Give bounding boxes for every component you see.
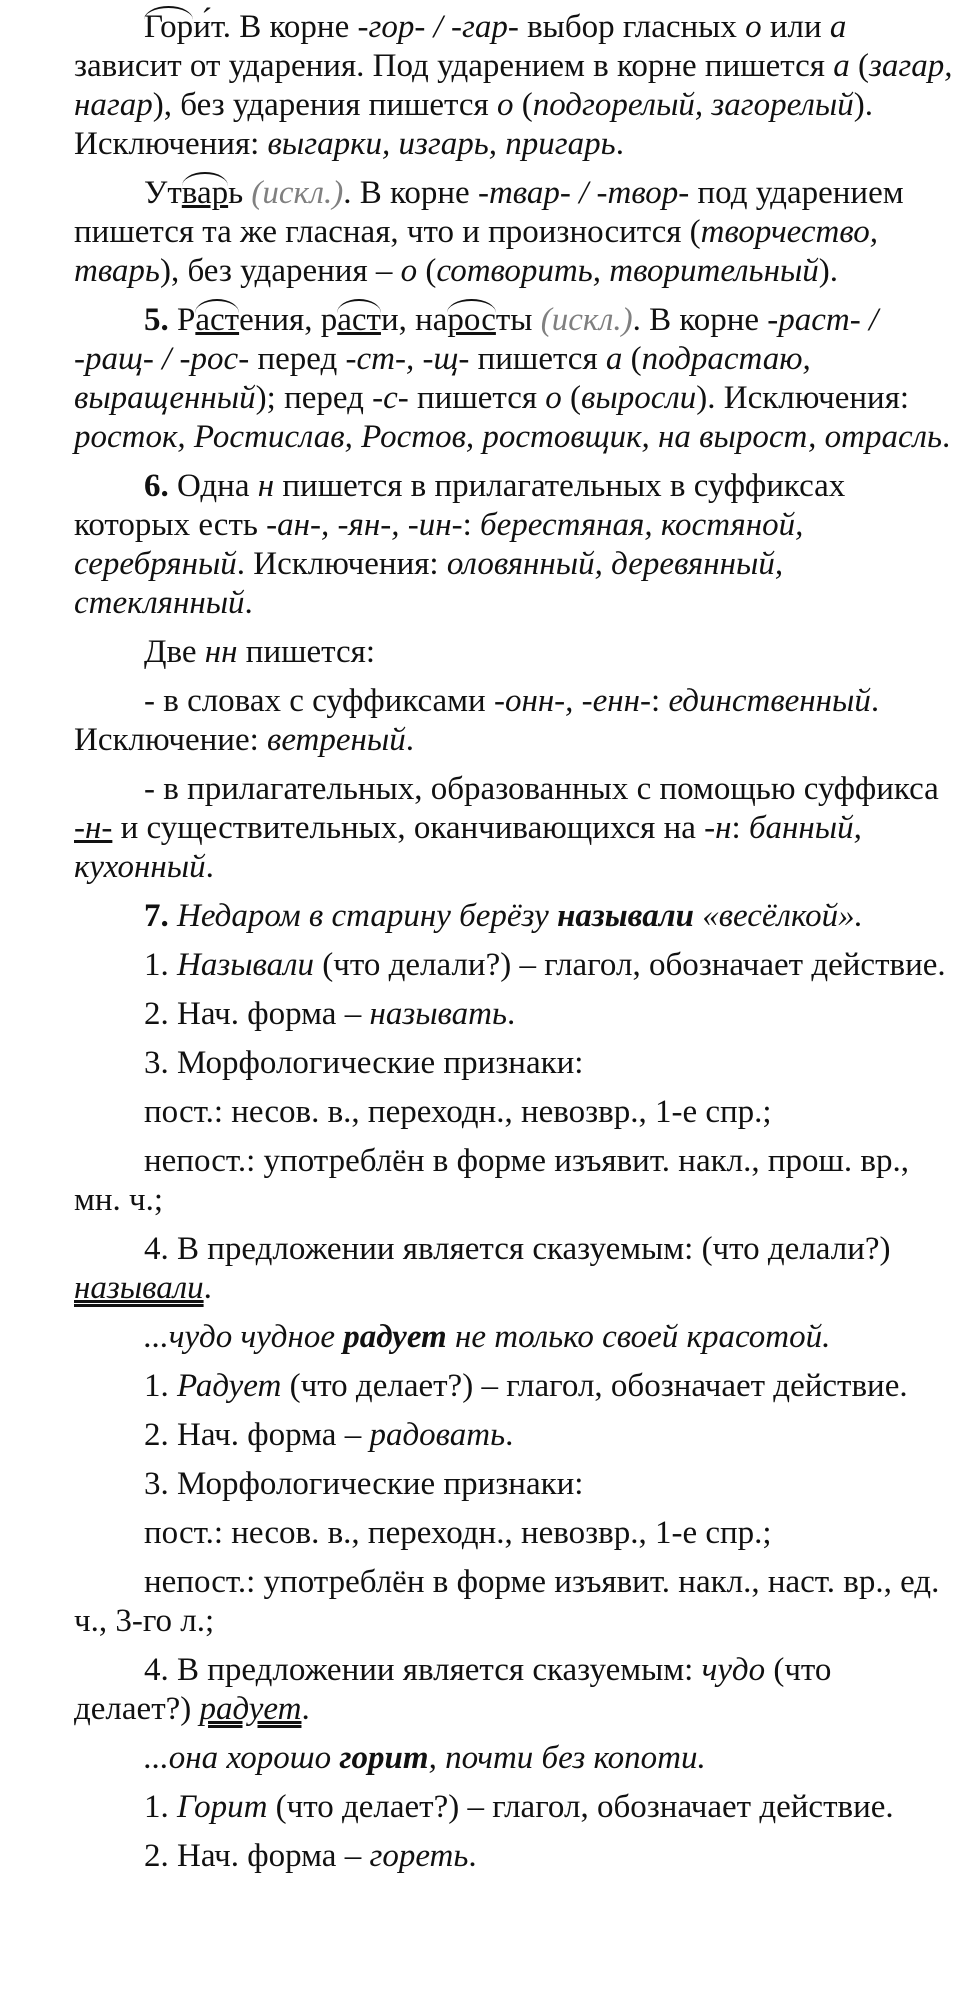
text: пишется: [408, 380, 546, 416]
subject: чудо: [701, 1652, 766, 1688]
item-number: 7.: [144, 898, 169, 934]
text: пост.: несов. в., переходн., невозвр., 1-е спр.;: [144, 1094, 772, 1130]
text: 3. Морфологические признаки:: [144, 1466, 584, 1502]
text: :: [731, 810, 749, 846]
example-words: берестяная, костяной, серебряный: [74, 507, 804, 582]
root-arc: аст: [337, 299, 381, 338]
predicate: радует: [199, 1691, 302, 1727]
text: - в словах с суффиксами: [144, 683, 494, 719]
exception-note: (искл.): [540, 302, 633, 338]
text: (что делали?) – глагол, обозначает действие.: [314, 947, 946, 983]
text: перед: [249, 341, 346, 377]
text: .: [244, 585, 253, 621]
text: ), без ударения пишется: [152, 87, 497, 123]
text: 1.: [144, 947, 177, 983]
text: . В корне: [343, 175, 478, 211]
key-verb: радует: [343, 1319, 447, 1355]
paragraph-utvar: [74, 174, 954, 291]
text: ). Исключения:: [696, 380, 910, 416]
text: .: [405, 722, 415, 758]
example-words: единственный: [668, 683, 871, 719]
letter: о: [545, 380, 562, 416]
letter: н: [257, 468, 275, 504]
exception-words: росток, Ростислав, Ростов, ростовщик, на вырост, отрасль: [74, 419, 943, 455]
morpheme: -гор- / -гар-: [357, 9, 519, 45]
verb: Горит: [177, 1789, 268, 1825]
text: под ударением пишется та же гласная, что и произносится (: [74, 175, 904, 250]
text: - в прилагательных, образованных с помощью суффикса: [144, 771, 939, 807]
sentence-text: , почти без копоти.: [428, 1740, 706, 1776]
text: .: [942, 419, 951, 455]
text: 1.: [144, 1789, 177, 1825]
example-words: творчество, тварь: [74, 214, 879, 289]
text: ).: [818, 253, 839, 289]
analysis-3-step-2: [74, 1837, 954, 1876]
letter: о: [745, 9, 762, 45]
exception-words: ветреный: [267, 722, 406, 758]
morpheme: -н-: [74, 810, 113, 846]
text: ь: [228, 175, 244, 211]
text: (что делает?) – глагол, обозначает действие.: [281, 1368, 908, 1404]
analysis-1-step-1: [74, 946, 954, 985]
morpheme: -н: [704, 810, 732, 846]
text: и, на: [380, 302, 448, 338]
letter: нн: [204, 634, 238, 670]
root-arc: Гор: [144, 6, 193, 45]
example-words: сотворить, творительный: [436, 253, 819, 289]
predicate: называли: [74, 1270, 204, 1306]
root-arc: вар: [182, 172, 228, 211]
text: . Исключение:: [74, 683, 880, 758]
text: (: [513, 87, 533, 123]
example-words: выросли: [581, 380, 697, 416]
text: (: [622, 341, 642, 377]
letter: а: [829, 9, 847, 45]
text: 2. Нач. форма –: [144, 1417, 370, 1453]
analysis-1-step-3: [74, 1044, 954, 1083]
text: Р: [177, 302, 196, 338]
letter: а: [605, 341, 623, 377]
text: ения,: [239, 302, 321, 338]
analysis-2-constant: [74, 1514, 954, 1553]
text: .: [468, 1838, 477, 1874]
text: и́т. В корне: [193, 9, 358, 45]
paragraph-double-n: [74, 633, 954, 672]
item-number: 6.: [144, 468, 169, 504]
paragraph-suffix-n: [74, 770, 954, 887]
analysis-2-step-2: [74, 1416, 954, 1455]
letter: о: [400, 253, 418, 289]
text: .: [301, 1691, 310, 1727]
text: 3. Морфологические признаки:: [144, 1045, 584, 1081]
morpheme: -твар- / -твор-: [477, 175, 690, 211]
letter: о: [496, 87, 514, 123]
sentence-text: не только своей красотой.: [446, 1319, 831, 1355]
text: пост.: несов. в., переходн., невозвр., 1-е спр.;: [144, 1515, 772, 1551]
analysis-1-step-4: [74, 1230, 954, 1308]
initial-form: называть: [369, 996, 507, 1032]
text: 4. В предложении является сказуемым:: [144, 1652, 702, 1688]
text: :: [462, 507, 480, 543]
morpheme: -онн-, -енн-: [493, 683, 652, 719]
analysis-2-step-1: [74, 1367, 954, 1406]
text: Одна: [168, 468, 258, 504]
root-arc: рос: [447, 299, 495, 338]
analysis-1-step-2: [74, 995, 954, 1034]
example-words: банный, кухонный: [74, 810, 862, 885]
text: пишется в прилагательных в суффиксах которых есть: [74, 468, 846, 543]
paragraph-6: [74, 467, 954, 623]
verb: Называли: [177, 947, 315, 983]
root-arc: аст: [195, 299, 239, 338]
text: . В корне: [632, 302, 768, 338]
text: (: [849, 48, 869, 84]
paragraph-5: [74, 301, 954, 457]
text: (что делает?): [74, 1652, 832, 1727]
key-verb: горит: [339, 1740, 429, 1776]
text: пишется: [469, 341, 606, 377]
sentence-text: «весёлкой».: [693, 898, 863, 934]
text: непост.: употреблён в форме изъявит. накл., прош. вр., мн. ч.;: [74, 1143, 909, 1218]
text: или: [761, 9, 830, 45]
sentence-2: [74, 1318, 954, 1357]
paragraph-gorit: [74, 8, 954, 164]
text: зависит от ударения. Под ударением в корне пишется: [74, 48, 834, 84]
text: (: [561, 380, 582, 416]
morpheme: -раст- / -ращ- / -рос-: [74, 302, 879, 377]
text: (что делает?) – глагол, обозначает действие.: [267, 1789, 894, 1825]
text: .: [615, 126, 624, 162]
text: Две: [144, 634, 205, 670]
sentence-text: Недаром в старину берёзу: [168, 898, 558, 934]
morpheme: -ст-, -щ-: [345, 341, 470, 377]
morpheme: -ан-, -ян-, -ин-: [266, 507, 463, 543]
text: ), без ударения –: [159, 253, 401, 289]
paragraph-suffix-onn-enn: [74, 682, 954, 760]
analysis-1-variable: [74, 1142, 954, 1220]
initial-form: гореть: [369, 1838, 469, 1874]
verb: Радует: [177, 1368, 282, 1404]
text: :: [651, 683, 669, 719]
text: и существительных, оканчивающихся на: [112, 810, 705, 846]
example-words: подрастаю, выращенный: [74, 341, 811, 416]
example-words: подгорелый, загорелый: [532, 87, 854, 123]
text: ); перед: [255, 380, 373, 416]
sentence-text: ...чудо чудное: [144, 1319, 344, 1355]
analysis-2-variable: [74, 1563, 954, 1641]
item-number: 5.: [144, 302, 169, 338]
text: р: [320, 302, 338, 338]
text: 2. Нач. форма –: [144, 1838, 370, 1874]
analysis-1-constant: [74, 1093, 954, 1132]
analysis-3-step-1: [74, 1788, 954, 1827]
text: выбор гласных: [518, 9, 746, 45]
text: .: [203, 1270, 212, 1306]
text: Ут: [144, 175, 182, 211]
paragraph-7-sentence: [74, 897, 954, 936]
text: .: [505, 1417, 514, 1453]
example-words: загар, нагар: [74, 48, 953, 123]
sentence-3: [74, 1739, 954, 1778]
sentence-text: ...она хорошо: [144, 1740, 340, 1776]
exception-note: (искл.): [251, 175, 344, 211]
text: 1.: [144, 1368, 177, 1404]
exception-words: оловянный, деревянный, стеклянный: [74, 546, 784, 621]
text: 4. В предложении является сказуемым: (что делали?): [144, 1231, 891, 1267]
morpheme: -с-: [372, 380, 409, 416]
text: ты: [495, 302, 541, 338]
text: (: [417, 253, 437, 289]
text: 2. Нач. форма –: [144, 996, 370, 1032]
key-verb: называли: [557, 898, 694, 934]
exception-words: выгарки, изгарь, пригарь: [267, 126, 616, 162]
text: .: [205, 849, 214, 885]
text: . Исключения:: [236, 546, 447, 582]
text: .: [507, 996, 516, 1032]
initial-form: радовать: [369, 1417, 506, 1453]
text: непост.: употреблён в форме изъявит. накл., наст. вр., ед. ч., 3-го л.;: [74, 1564, 940, 1639]
letter: а: [833, 48, 850, 84]
analysis-2-step-3: [74, 1465, 954, 1504]
analysis-2-step-4: [74, 1651, 954, 1729]
text: ). Исключения:: [74, 87, 873, 162]
text: пишется:: [237, 634, 375, 670]
